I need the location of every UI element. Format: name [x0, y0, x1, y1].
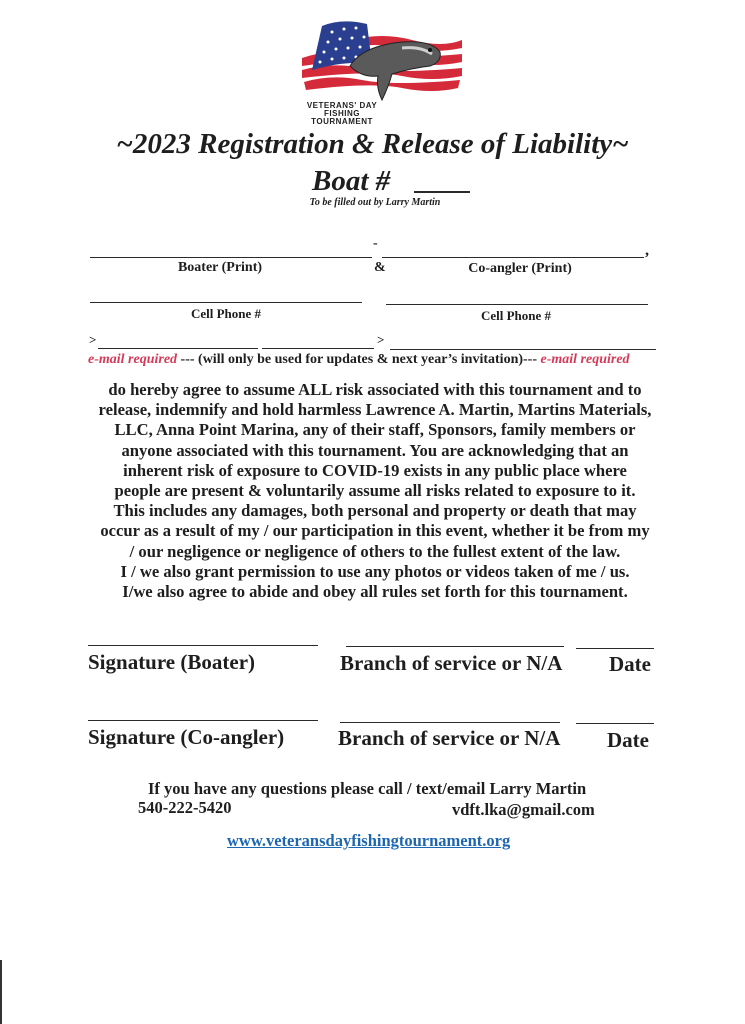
logo-text-veterans-day: VETERANS' DAY — [306, 101, 378, 110]
agreement-line: LLC, Anna Point Marina, any of their staff, Sponsors, family members or — [114, 420, 636, 440]
boater-email-field-part2[interactable] — [262, 348, 374, 349]
agreement-line: I/we also agree to abide and obey all rules set forth for this tournament. — [122, 582, 628, 602]
agreement-line: occur as a result of my / our participation in this event, whether it be from my — [100, 521, 650, 541]
coangler-name-field[interactable] — [382, 257, 644, 258]
website-link[interactable]: www.veteransdayfishingtournament.org — [227, 831, 511, 850]
boater-name-field[interactable] — [90, 257, 372, 258]
boat-number-field[interactable] — [414, 191, 470, 193]
contact-email[interactable]: vdft.lka@gmail.com — [452, 800, 595, 819]
flag-bass-fish-icon — [292, 18, 468, 102]
boater-email-field-part1[interactable] — [98, 348, 258, 349]
tournament-logo — [292, 18, 468, 126]
liability-agreement-text — [80, 380, 670, 602]
boater-cell-phone-field[interactable] — [90, 302, 362, 303]
comma-mark: , — [645, 242, 649, 259]
boater-signature-field[interactable] — [88, 645, 318, 646]
contact-phone: 540-222-5420 — [138, 798, 232, 817]
boater-print-label: Boater (Print) — [177, 260, 263, 275]
coangler-branch-label: Branch of service or N/A — [338, 726, 561, 750]
agreement-line: inherent risk of exposure to COVID-19 exists in any public place where — [123, 460, 627, 480]
boat-number-label: Boat # — [312, 165, 391, 197]
email-required-left: e-mail required — [88, 352, 178, 367]
contact-question: If you have any questions please call / text/email Larry Martin — [148, 779, 587, 798]
boater-branch-label: Branch of service or N/A — [340, 651, 563, 675]
boat-number-note: To be filled out by Larry Martin — [309, 197, 441, 208]
boater-signature-label: Signature (Boater) — [88, 650, 256, 674]
coangler-signature-label: Signature (Co-angler) — [88, 725, 285, 749]
coangler-cell-phone-field[interactable] — [386, 304, 648, 305]
email-marker-left: > — [89, 332, 97, 347]
agreement-line: do hereby agree to assume ALL risk associated with this tournament and to — [108, 380, 642, 399]
logo-text-fishing: FISHING — [324, 109, 360, 118]
agreement-line: / our negligence or negligence of others to the fullest extent of the law. — [129, 541, 621, 561]
coangler-date-field[interactable] — [576, 723, 654, 724]
coangler-date-label: Date — [607, 728, 649, 752]
agreement-line: release, indemnify and hold harmless Lawrence A. Martin, Martins Materials, — [98, 400, 652, 420]
scan-edge-mark — [0, 960, 2, 1024]
agreement-line: people are present & voluntarily assume all risks related to exposure to it. — [114, 481, 636, 501]
agreement-line: anyone associated with this tournament. You are acknowledging that an — [121, 440, 629, 460]
logo-text-tournament: TOURNAMENT — [311, 117, 373, 126]
boater-cell-phone-label: Cell Phone # — [190, 306, 262, 321]
agreement-line: I / we also grant permission to use any photos or videos taken of me / us. — [120, 561, 630, 581]
email-marker-right: > — [377, 332, 385, 347]
coangler-email-field[interactable] — [390, 349, 656, 350]
document-title: ~2023 Registration & Release of Liability~ — [116, 128, 629, 160]
boater-date-label: Date — [609, 652, 651, 676]
dash-mark: - — [373, 236, 378, 251]
email-required-note — [88, 352, 630, 368]
agreement-line: This includes any damages, both personal and property or death that may — [113, 501, 637, 521]
coangler-signature-field[interactable] — [88, 720, 318, 721]
email-required-right: e-mail required — [540, 352, 630, 367]
boater-date-field[interactable] — [576, 648, 654, 649]
boater-branch-field[interactable] — [346, 646, 564, 647]
ampersand: & — [374, 260, 386, 275]
coangler-print-label: Co-angler (Print) — [468, 261, 572, 276]
email-usage-note: --- (will only be used for updates & next year’s invitation)--- — [177, 352, 541, 367]
coangler-cell-phone-label: Cell Phone # — [480, 308, 552, 323]
coangler-branch-field[interactable] — [340, 722, 560, 723]
